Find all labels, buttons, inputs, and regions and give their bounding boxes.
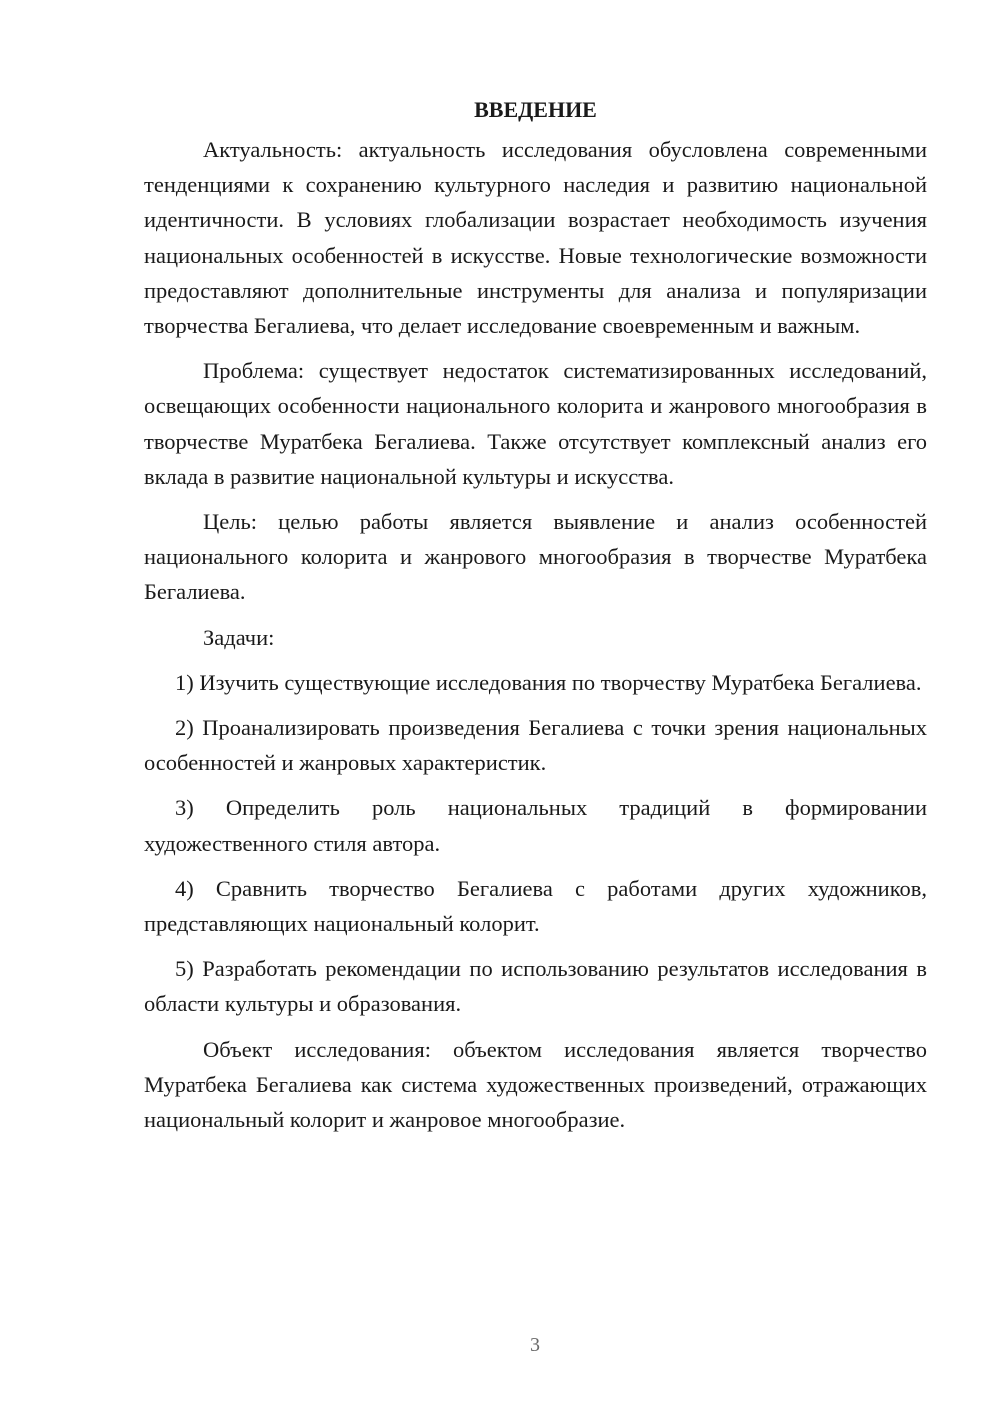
document-page [144, 92, 927, 1147]
paragraph-relevance: Актуальность: актуальность исследования обусловлена современными тенденциями к сохранению культурного наследия и развитию национальной идентичности. В условиях глобализации возрастает необходимость изучения национальных особенностей в искусстве. Новые технологические возможности предоставляют дополнительные инструменты для анализа и популяризации творчества Бегалиева, что делает исследование своевременным и важным. [144, 137, 927, 339]
task-item-1: 1) Изучить существующие исследования по творчеству Муратбека Бегалиева. [175, 669, 922, 695]
paragraph-goal: Цель: целью работы является выявление и анализ особенностей национального колорита и жанрового многообразия в творчестве Муратбека Бегалиева. [144, 509, 927, 605]
tasks-heading: Задачи: [203, 624, 275, 650]
document-title: ВВЕДЕНИЕ [474, 97, 597, 122]
task-item-4: 4) Сравнить творчество Бегалиева с работами других художников, представляющих национальный колорит. [144, 875, 927, 937]
paragraph-object: Объект исследования: объектом исследования является творчество Муратбека Бегалиева как система художественных произведений, отражающих национальный колорит и жанровое многообразие. [144, 1036, 927, 1133]
paragraph-problem: Проблема: существует недостаток систематизированных исследований, освещающих особенности национального колорита и жанрового многообразия в творчестве Муратбека Бегалиева. Также отсутствует комплексный анализ его вклада в развитие национальной культуры и искусства. [144, 358, 927, 489]
task-item-2: 2) Проанализировать произведения Бегалиева с точки зрения национальных особенностей и жанровых характеристик. [144, 715, 927, 776]
task-item-5: 5) Разработать рекомендации по использованию результатов исследования в области культуры и образования. [144, 956, 927, 1017]
page-number: 3 [530, 1334, 540, 1356]
task-item-3: 3) Определить роль национальных традиций в формировании художественного стиля автора. [144, 795, 927, 856]
